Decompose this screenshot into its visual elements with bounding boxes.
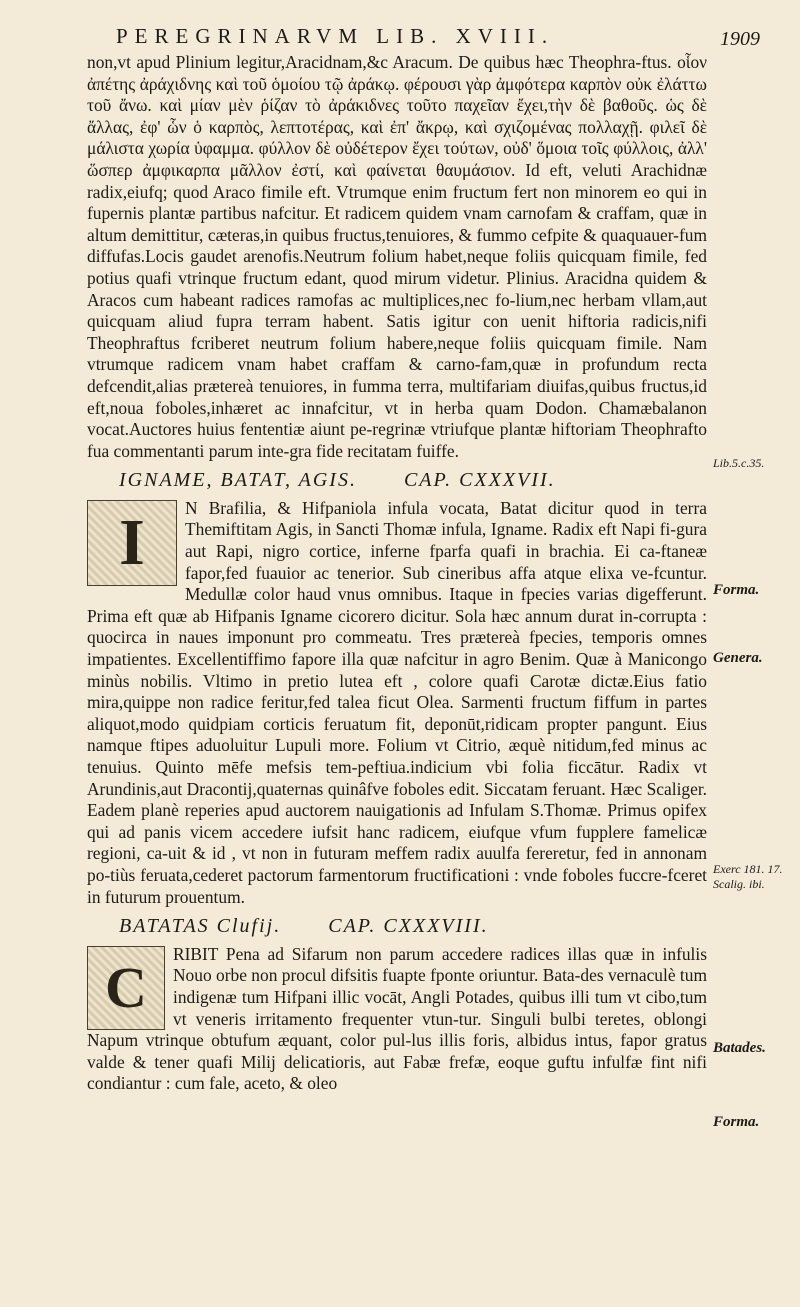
- chapter-heading-137: [119, 470, 707, 492]
- chapter-137-text: [87, 498, 707, 908]
- chapter-number: CAP. CXXXVII.: [403, 469, 556, 492]
- chapter-title: BATATAS Clufij.: [119, 915, 282, 938]
- margin-note-forma-2: Forma.: [713, 1114, 760, 1130]
- page-number: 1909: [720, 28, 760, 50]
- chapter-title: IGNAME, BATAT, AGIS.: [119, 469, 357, 492]
- decorated-initial-C: C: [87, 946, 165, 1030]
- paragraph-igname: N Brafilia, & Hifpaniola infula vocata, Batat dicitur quod in terra Themiftitam Agis, in Sancti Thomæ infula, Igname. Radix eft Napi fi-gura aut Rapi, nigro cortice, inferne fparfa quafi in brachia. Ei ca-ftaneæ fapor,fed fuauior ac tenerior. Sub cineribus affa atque elixa ve-fcuntur. Medullæ color haud vnus omnibus. Itaque in fpecies varias digefferunt. Prima eft quæ ab Hifpanis Igname cicorero dicitur. Sola hæc annum durat in-corrupta : quocirca in naues imponunt pro commeatu. Tres prætereà fpecies, temporis omnes impatientes. Excellentiffimo fapore illa quæ nafcitur in agro Benim. Quæ à Manicongo minùs nobilis. Vltimo in pretio lutea eft , colore quafi Carotæ dictæ.Eius fatio mira,quippe non radice feritur,fed talea ficut Olea. Sarmenti fructum fiffum in partes aliquot,modo quidpiam corticis feruatum fit, deponūt,ridicam propter pangunt. Eius namque ftipes aduoluitur Lupuli more. Folium vt Citrio, æquè nitidum,fed minus ac tenuius. Quinto mēfe mefsis tem-peftiua.indicium vbi folia ficcātur. Radix vt Arundinis,aut Dracontij,quaternas quinâfve foboles edit. Siccatam feruant. Hæc Scaliger. Eadem planè reperies apud auctorem nauigationis ad Infulam S.Thomæ. Primus opifex qui ad panis vicem accedere iufsit hanc radicem, eiufque vfum fupplere famelicæ regioni, ca-uit & id , vt non in futuram meffem radix auulfa fereretur, fed in annonam po-tiùs feruata,cederet pactorum farmentorum fructificationi : vnde foboles fuccre-fceret in futurum prouentum.: [87, 497, 707, 907]
- margin-note-lib: Lib.5.c.35.: [713, 456, 765, 470]
- main-text: [87, 52, 707, 1095]
- margin-note-forma: Forma.: [713, 582, 760, 598]
- page-header: [100, 18, 760, 48]
- paragraph-arachidna: non,vt apud Plinium legitur,Aracidnam,&c Aracum. De quibus hæc Theophra-ftus. οἷον ἀπέτης ἀράχιδνης καὶ τοῦ ὁμοίου τῷ ἀράκῳ. φέρουσι γὰρ ἀμφότερα καρπὸν οὐκ ἐλάττω τοῦ ἄνω. καὶ μίαν μὲν ῥίζαν τὸ ἀράκιδνες τοῦτο παχεῖαν ἔχει,τὴν δὲ βαθοῦς. ὡς δὲ ἄλλας, ἐφ' ὧν ὁ καρπὸς, λεπτοτέρας, καὶ ἐπ' ἄκρῳ, καὶ σχιζομένας πολλαχῇ. φιλεῖ δὲ μάλιστα χωρία ὑφαμμα. φύλλον δὲ οὐδέτερον ἔχει τούτων, οὐδ' ὅμοια τοῖς φύλλοις, ἀλλ' ὥσπερ ἀμφικαρπα μᾶλλον ἐστί, καὶ φαίνεται θαυμάσιον. Id eft, veluti Arachidnæ radix,eiufq; quod Araco fimile eft. Vtrumque enim fructum fert non minorem eo qui in fupernis plantæ partibus nafcitur. Et radicem quidem vnam carnofam & craffam, quæ in altum demittitur, cæteras,in quibus fructus,tenuiores, & fummo cefpite & quaquauer-fum diffufas.Locis gaudet arenofis.Neutrum folium habet,neque foliis quicquam fimile, fed potius quafi vtrinque fructum edant, quod mirum videtur. Plinius. Aracidna quidem & Aracos cum habeant radices ramofas ac multiplices,nec fo-lium,nec herbam vllam,aut quicquam aliud fupra terram habent. Satis igitur con uenit hiftoria radicis,nifi Theophraftus fcriberet neutrum folium habere,neque foliis quicquam fimile. Nam vtrumque radicem vnam habet craffam & carno-fam,quæ in profundum recta defcendit,alias prætereà tenuiores, in fumma terra, multifariam diuifas,quibus fructus,id eft,noua foboles,inhæret ac innafcitur, vt in herba quam Dodon. Chamæbalanon vocat.Auctores huius fententiæ aiunt pe-regrinæ vtriufque plantæ hiftoriam Theophrafto fua commentanti parum inte-gra fide recitatam fuiffe.: [87, 52, 707, 461]
- margin-note-exerc: Exerc 181. 17. Scalig. ibi.: [713, 862, 783, 891]
- chapter-heading-138: [119, 916, 707, 938]
- decorated-initial-I: I: [87, 500, 177, 586]
- chapter-138-text: [87, 944, 707, 1095]
- margin-note-genera: Genera.: [713, 650, 763, 666]
- chapter-number: CAP. CXXXVIII.: [328, 915, 489, 938]
- paragraph-batatas: RIBIT Pena ad Sifarum non parum accedere radices illas quæ in infulis Nouo orbe non procul difsitis fuapte fponte oriuntur. Bata-des vernaculè tum indigenæ tum Hifpani illic vocāt, Angli Potades, quibus illi tum vt cibo,tum vt veneris irritamento frequenter vtun-tur. Singuli bulbi teretes, oblongi Napum vtrinque obtufum æquant, color pul-lus illis foris, albidus intus, fapor gratus valde & tener quafi Milij delicatioris, aut Fabæ frefæ, eoque guftu infulfæ fint nifi condiantur : cum fale, aceto, & oleo: [87, 943, 707, 1094]
- margin-note-batades: Batades.: [713, 1040, 766, 1056]
- running-head: PEREGRINARVM LIB. XVIII.: [116, 24, 555, 48]
